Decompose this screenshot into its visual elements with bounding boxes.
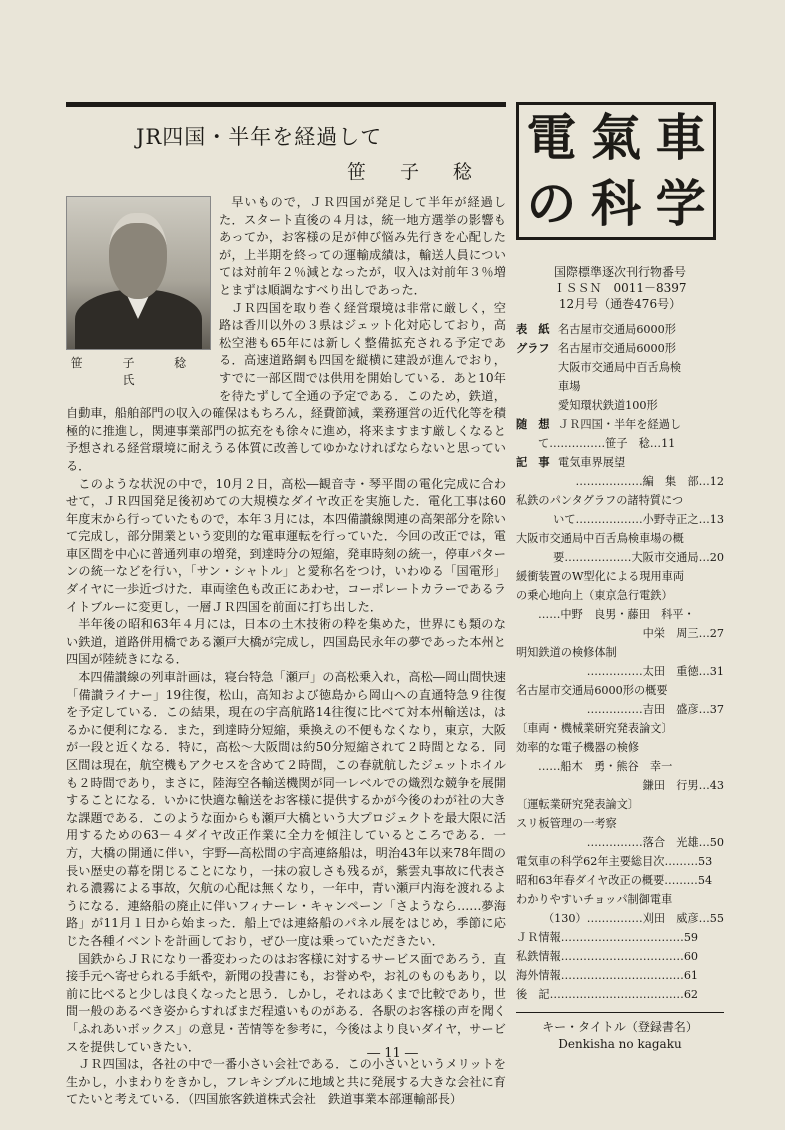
toc-entry: 私鉄情報……………………………60 (516, 950, 699, 963)
toc-entry: ……………落合 光雄…50 (586, 836, 724, 849)
toc-label: グラフ (516, 341, 550, 355)
toc-entry: 〔運転業研究発表論文〕 (516, 798, 640, 811)
paragraph: 本四備讃線の列車計画は，寝台特急「瀬戸」の高松乗入れ，高松―岡山間快速「備讃ライナー」19往復，松山，高知および徳島から岡山への直通特急９往復を予定している．この結果，現在の宇高航路14往復に比べて対本州輸送は，はるかに便利になる．また，到達時分短縮，乗換えの不便もなくなり，東京，大阪が一段と近くなる．特に，高松～大阪間は約50分短縮されて２時間となる．同区間は現在，航空機もアクセスを含めて２時間，この春就航したジェットホイルも２時間であり，まさに，陸海空各輸送機関が同一レベルでの熾烈な競争を展開することになる．いかに快適な輸送をお客様に提供するかが今後のわが社の大きな課題である．このような面からも瀬戸大橋という大プロジェクトを最大限に活用するための63－４ダイヤ改正作業に全力を傾注しているところである．一方，大橋の開通に伴い，宇野―高松間の宇高連絡船は，明治43年以来78年間の長い歴史の幕を閉じることになり，一抹の寂しさも残るが，紫雲丸事故に代表される濃霧による事故，欠航の心配は無くなり，一年中，青い瀬戸内海を渡れるようになる．連絡船の廃止に伴いフィナーレ・キャンペーン「さようなら……夢海路」が11月１日から始まった．船上では連絡船のパネル展をはじめ，季節に応じた各種イベントを計画しており，ぜひ一度は乗っていただきたい． (66, 670, 506, 948)
divider (516, 1012, 724, 1013)
issn-number: ＩＳＳＮ 0011－8397 (553, 281, 687, 295)
toc-entry: ……中野 良男・藤田 科平・ (538, 608, 695, 621)
toc-entry: 電気車の科学62年主要総目次………53 (516, 855, 713, 868)
sidebar (516, 102, 724, 1053)
table-of-contents (516, 320, 724, 1004)
issn-block (516, 264, 724, 312)
toc-entry: 昭和63年春ダイヤ改正の概要………54 (516, 874, 713, 887)
toc-entry: 後 記………………………………62 (516, 988, 699, 1001)
toc-value: て……………笹子 稔…11 (538, 437, 676, 450)
toc-value: 大阪市交通局中百舌鳥検 (558, 361, 682, 374)
issn-label: 国際標準逐次刊行物番号 (553, 265, 686, 279)
paragraph: 半年後の昭和63年４月には，日本の土木技術の粋を集めた，世界にも類のない鉄道，道路併用橋である瀬戸大橋が完成し，四国島民永年の夢であった本州と四国が陸続きになる． (66, 617, 506, 667)
toc-label: 随 想 (516, 417, 550, 431)
toc-entry: の乗心地向上（東京急行電鉄） (516, 589, 673, 602)
toc-entry: 中栄 周三…27 (642, 627, 724, 640)
toc-entry: 〔車両・機械業研究発表論文〕 (516, 722, 673, 735)
title-rule (66, 102, 506, 107)
toc-label: 記 事 (516, 455, 550, 469)
paragraph: ＪＲ四国は，各社の中で一番小さい会社である．この小さいというメリットを生かし，小まわりをきかし，フレキシブルに地域と共に発展する大きな会社に育てたいと考えている．（四国旅客鉄道株式会社 鉄道事業本部運輸部長） (66, 1057, 506, 1107)
logo-char: 科 (590, 174, 641, 233)
toc-value: 電気車界展望 (558, 456, 626, 469)
key-title: Denkisha no kagaku (558, 1037, 682, 1051)
toc-graph (516, 339, 724, 415)
logo-char: 車 (655, 108, 706, 167)
toc-record (516, 453, 724, 472)
logo-char: の (526, 174, 577, 233)
toc-entry: 緩衝装置のW型化による現用車両 (516, 570, 685, 583)
toc-entry: ………………編 集 部…12 (575, 475, 724, 488)
toc-entry: ……………吉田 盛彦…37 (586, 703, 724, 716)
toc-entry: ＪＲ情報……………………………59 (516, 931, 699, 944)
logo-char: 電 (526, 108, 577, 167)
author-photo-block (66, 196, 209, 388)
toc-value: 愛知環状鉄道100形 (558, 399, 658, 412)
toc-entry: 名古屋市交通局6000形の概要 (516, 684, 668, 697)
magazine-logo (516, 102, 716, 240)
toc-entry: 海外情報……………………………61 (516, 969, 699, 982)
page-number: ― 11 ― (367, 1046, 418, 1061)
article-author: 笹 子 稔 (346, 161, 486, 183)
toc-entry: 鎌田 行男…43 (642, 779, 724, 792)
toc-entry: ……………太田 重徳…31 (586, 665, 724, 678)
toc-entry: ……船木 勇・熊谷 幸一 (538, 760, 673, 773)
paragraph: 早いもので，ＪＲ四国が発足して半年が経過した．スタート直後の４月は，統一地方選挙の影響もあってか，お客様の足が伸び悩み先行きを心配したが，上半期を終っての運輸成績は，輸送人員については対前年２％減となったが，収入は対前年３％増とまずは順調なすべり出しであった． (219, 195, 506, 297)
toc-entry: （130）……………刈田 威彦…55 (542, 912, 724, 925)
article (66, 102, 506, 1109)
paragraph: 国鉄からＪＲになり一番変わったのはお客様に対するサービス面であろう．直接手元へ寄せられる手紙や，新聞の投書にも，お誉めや，お礼のものもあり，以前に比べると少しは良くなったと思う．しかし，それはあくまで比較であり，世間一般のあるべき姿からすればまだ程遠いものがある．各駅のお客様の声を聞く「ふれあいボックス」の意見・苦情等を参考に，今後はより良いダイヤ，サービスを提供していきたい． (66, 951, 506, 1054)
logo-char: 氣 (590, 108, 641, 167)
key-title-label: キー・タイトル（登録書名） (542, 1020, 698, 1034)
photo-caption: 笹 子 稔 氏 (70, 356, 205, 387)
author-photo (66, 196, 211, 350)
toc-value: ＪＲ四国・半年を経過し (558, 418, 682, 431)
toc-label: 表 紙 (516, 322, 550, 336)
toc-cover (516, 320, 724, 339)
toc-entry: スリ板管理の一考察 (516, 817, 617, 830)
logo-char: 学 (655, 174, 706, 233)
issue-number: 12月号（通巻476号） (558, 297, 682, 311)
toc-entry: いて………………小野寺正之…13 (553, 513, 724, 526)
toc-entry: 明知鉄道の検修体制 (516, 646, 617, 659)
toc-value: 名古屋市交通局6000形 (558, 342, 676, 355)
toc-entry: 要………………大阪市交通局…20 (553, 551, 724, 564)
paragraph: このような状況の中で，10月２日，高松―観音寺・琴平間の電化完成に合わせて，ＪＲ四国発足後初めての大規模なダイヤ改正を実施した．電化工事は60年度末から行っていたもので，本年３月には，本四備讃線関連の高架部分を除いて完成し，部分開業という変則的な電車運転を行っていた．今回の改正では，電車区間を中心に普通列車の増発，到達時分の短縮，発車時刻の統一，停車パターンの統一などを行い，「サン・シャトル」と愛称名をつけ，いわゆる「国電形」ダイヤに一歩近づけた．車両塗色も改正にあわせ，コーポレートカラーであるライトブルーに変更し，一層ＪＲ四国を前面に打ち出した． (66, 476, 506, 614)
toc-entry: 大阪市交通局中百舌鳥検車場の概 (516, 532, 684, 545)
toc-value: 名古屋市交通局6000形 (558, 323, 676, 336)
article-title: JR四国・半年を経過して (136, 125, 383, 149)
paragraph: ＪＲ四国を取り巻く経営環境は非常に厳しく，空路は香川以外の３県はジェット化対応しており，高松空港も65年には新しく整備拡充される予定である．高速道路網も四国を縦横に建設が進んでおり，すでに一部区間では供用を開始している．あと10年を待たずして全通の予定である．このため，鉄道，自動車，船舶部門の収入の確保はもちろん，経費節減，業務運営の近代化等を積極的に推進し，関連事業部門の拡充をも徐々に進め，将来ますます厳しくなると予想される経営環境に耐えうる体質に改善してゆかなければならないと思っている． (66, 300, 506, 473)
toc-entry: わかりやすいチョッパ制御電車 (516, 893, 673, 906)
toc-entry: 効率的な電子機器の検修 (516, 741, 640, 754)
toc-essay (516, 415, 724, 434)
toc-entry: 私鉄のパンタグラフの諸特質につ (516, 494, 684, 507)
toc-value: 車場 (558, 380, 581, 393)
